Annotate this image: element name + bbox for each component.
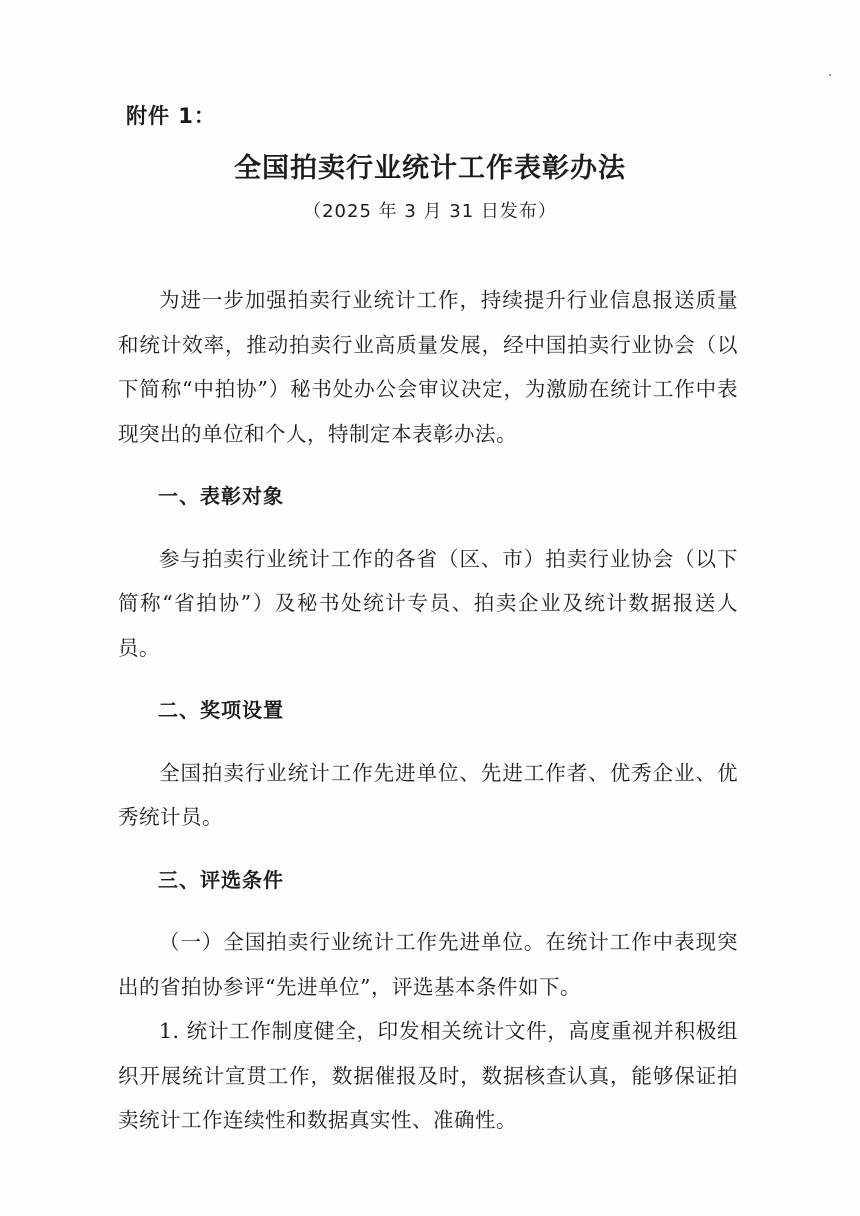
section-heading-1: 一、表彰对象: [158, 484, 284, 508]
attachment-label: 附件 1：: [126, 104, 216, 128]
scan-speck: [829, 74, 831, 76]
section-heading-2: 二、奖项设置: [158, 698, 284, 722]
subsection-1-item-1: 1. 统计工作制度健全，印发相关统计文件，高度重视并积极组织开展统计宣贯工作，数据催报及时，数据核查认真，能够保证拍卖统计工作连续性和数据真实性、准确性。: [118, 1019, 738, 1132]
document-title: 全国拍卖行业统计工作表彰办法: [234, 153, 626, 184]
section-heading-3: 三、评选条件: [158, 867, 284, 892]
publish-date: （2025 年 3 月 31 日发布）: [303, 201, 557, 222]
subsection-1-paragraph: （一）全国拍卖行业统计工作先进单位。在统计工作中表现突出的省拍协参评“先进单位”，评选基本条件如下。: [118, 930, 738, 999]
intro-paragraph: 为进一步加强拍卖行业统计工作，持续提升行业信息报送质量和统计效率，推动拍卖行业高质量发展，经中国拍卖行业协会（以下简称“中拍协”）秘书处办公会审议决定，为激励在统计工作中表现突出的单位和个人，特制定本表彰办法。: [118, 288, 738, 446]
section-text-2: 全国拍卖行业统计工作先进单位、先进工作者、优秀企业、优秀统计员。: [118, 760, 738, 829]
document-body: [118, 278, 738, 1143]
section-text-1: 参与拍卖行业统计工作的各省（区、市）拍卖行业协会（以下简称“省拍协”）及秘书处统计专员、拍卖企业及统计数据报送人员。: [118, 546, 738, 660]
